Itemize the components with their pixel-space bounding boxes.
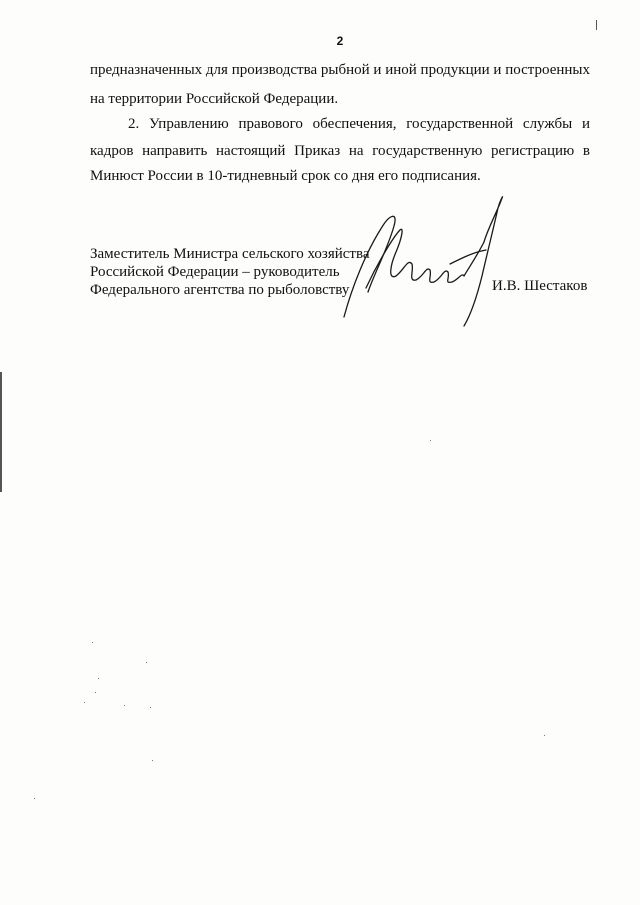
paragraph-2-line-2: кадров направить настоящий Приказ на государственную регистрацию в bbox=[90, 143, 590, 159]
scan-speck bbox=[544, 735, 545, 736]
paragraph-1-line-2: на территории Российской Федерации. bbox=[90, 91, 339, 107]
signer-position-line-2: Российской Федерации – руководитель bbox=[90, 264, 340, 280]
scan-speck bbox=[146, 662, 147, 663]
paragraph-1-line-1: предназначенных для производства рыбной и иной продукции и построенных bbox=[90, 62, 590, 78]
signer-position-line-3: Федерального агентства по рыболовству bbox=[90, 282, 350, 298]
scan-speck bbox=[95, 692, 96, 693]
page-number: 2 bbox=[336, 34, 344, 48]
handwritten-signature bbox=[338, 192, 518, 327]
scan-speck bbox=[124, 705, 125, 706]
scan-speck bbox=[84, 702, 85, 703]
scan-corner-mark bbox=[596, 20, 597, 30]
scan-speck bbox=[92, 642, 93, 643]
signer-position-line-1: Заместитель Министра сельского хозяйства bbox=[90, 246, 370, 262]
scan-speck bbox=[34, 798, 35, 799]
scan-speck bbox=[150, 707, 151, 708]
scan-speck bbox=[98, 678, 99, 679]
scan-speck bbox=[152, 760, 153, 761]
paragraph-2-line-3: Минюст России в 10-тидневный срок со дня его подписания. bbox=[90, 168, 481, 184]
scan-edge-mark bbox=[0, 372, 2, 492]
signer-name: И.В. Шестаков bbox=[492, 278, 588, 294]
scan-speck bbox=[430, 440, 431, 441]
paragraph-2-line-1: 2. Управлению правового обеспечения, государственной службы и bbox=[128, 116, 590, 132]
